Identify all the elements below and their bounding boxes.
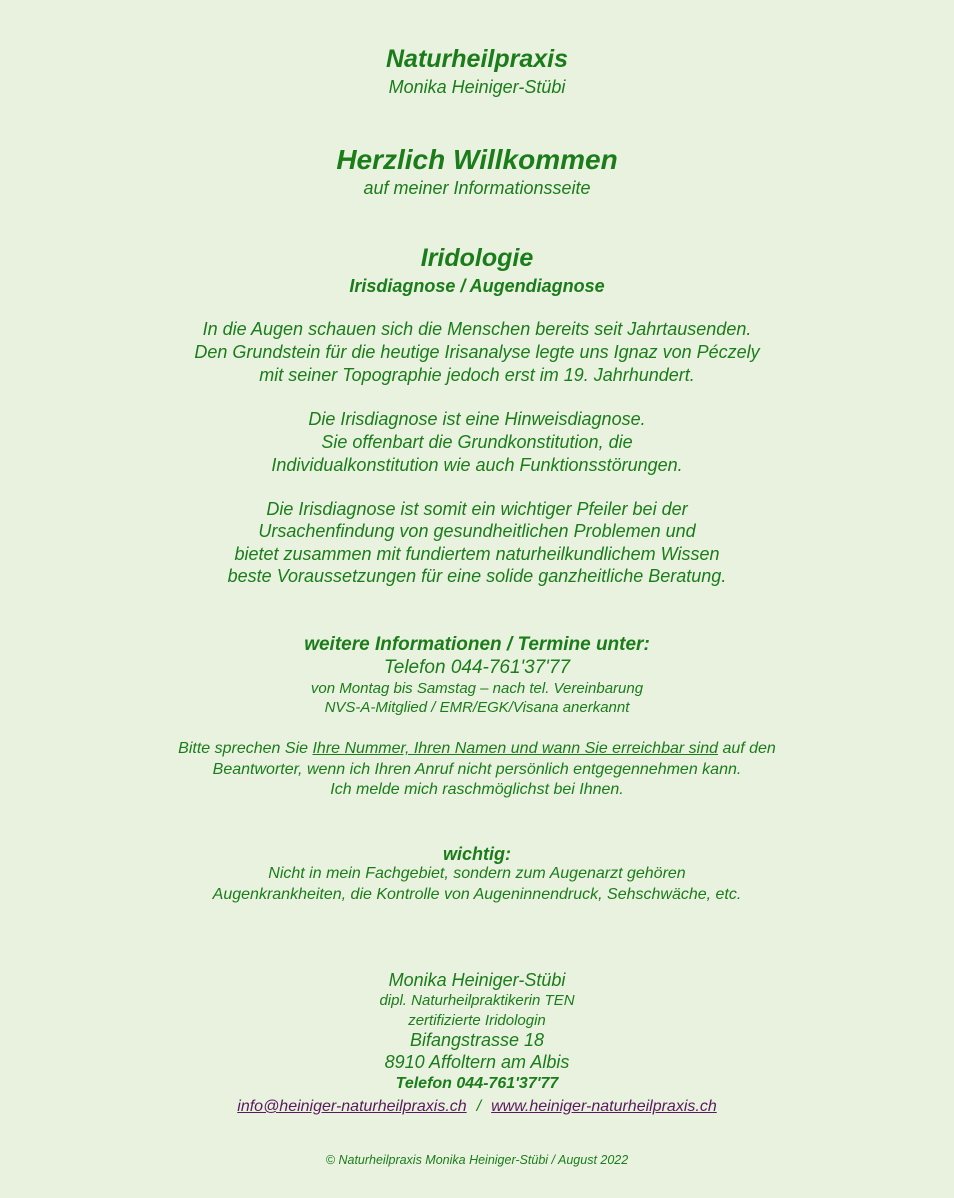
paragraph-1-line-1: In die Augen schauen sich die Menschen bereits seit Jahrtausenden.: [202, 319, 752, 339]
site-title: Naturheilpraxis: [385, 45, 568, 73]
paragraph-2-line-2: Sie offenbart die Grundkonstitution, die: [321, 432, 633, 452]
address-city: 8910 Affoltern am Albis: [384, 1052, 570, 1072]
paragraph-1-line-3: mit seiner Topographie jedoch erst im 19. Jahrhundert.: [259, 365, 695, 385]
contact-hours: von Montag bis Samstag – nach tel. Vereinbarung: [310, 680, 644, 697]
contact-phone: Telefon 044-761'37'77: [383, 657, 571, 678]
paragraph-2-line-3: Individualkonstitution wie auch Funktionsstörungen.: [271, 455, 683, 475]
contact-links: [0, 1099, 954, 1115]
welcome-subtitle: auf meiner Informationsseite: [363, 178, 591, 198]
important-line-1: Nicht in mein Fachgebiet, sondern zum Augenarzt gehören: [268, 865, 686, 882]
welcome-title: Herzlich Willkommen: [336, 144, 618, 175]
paragraph-3-line-1: Die Irisdiagnose ist somit ein wichtiger Pfeiler bei der: [266, 499, 688, 519]
paragraph-2-line-1: Die Irisdiagnose ist eine Hinweisdiagnose.: [308, 409, 646, 429]
address-street: Bifangstrasse 18: [409, 1030, 545, 1050]
insurance-note: NVS-A-Mitglied / EMR/EGK/Visana anerkannt: [324, 699, 630, 716]
address-certification: zertifizierte Iridologin: [408, 1012, 546, 1029]
website-link[interactable]: www.heiniger-naturheilpraxis.ch: [491, 1098, 717, 1115]
iridology-title: Iridologie: [420, 244, 534, 272]
address-qualification: dipl. Naturheilpraktikerin TEN: [379, 992, 575, 1009]
address-name: Monika Heiniger-Stübi: [388, 970, 566, 990]
voicemail-line-3: Ich melde mich raschmöglichst bei Ihnen.: [330, 781, 624, 798]
copyright: © Naturheilpraxis Monika Heiniger-Stübi / August 2022: [325, 1153, 629, 1167]
paragraph-1-line-2: Den Grundstein für die heutige Irisanalyse legte uns Ignaz von Péczely: [194, 342, 760, 362]
important-line-2: Augenkrankheiten, die Kontrolle von Augeninnendruck, Sehschwäche, etc.: [212, 886, 742, 903]
voicemail-line-1-post: auf den: [718, 740, 776, 757]
important-heading: wichtig:: [443, 844, 511, 864]
voicemail-line-1: [0, 741, 954, 757]
voicemail-line-1-pre: Bitte sprechen Sie: [178, 740, 313, 757]
email-link[interactable]: info@heiniger-naturheilpraxis.ch: [237, 1098, 467, 1115]
voicemail-underlined: Ihre Nummer, Ihren Namen und wann Sie erreichbar sind: [312, 740, 718, 757]
paragraph-3-line-3: bietet zusammen mit fundiertem naturheilkundlichem Wissen: [234, 544, 720, 564]
voicemail-line-2: Beantworter, wenn ich Ihren Anruf nicht persönlich entgegennehmen kann.: [212, 761, 742, 778]
link-separator: /: [476, 1098, 482, 1115]
paragraph-3-line-4: beste Voraussetzungen für eine solide ganzheitliche Beratung.: [227, 566, 727, 586]
contact-heading: weitere Informationen / Termine unter:: [304, 634, 650, 655]
iridology-subtitle: Irisdiagnose / Augendiagnose: [349, 276, 605, 296]
header-name: Monika Heiniger-Stübi: [388, 77, 566, 97]
paragraph-3-line-2: Ursachenfindung von gesundheitlichen Problemen und: [258, 521, 696, 541]
address-phone: Telefon 044-761'37'77: [395, 1075, 559, 1092]
